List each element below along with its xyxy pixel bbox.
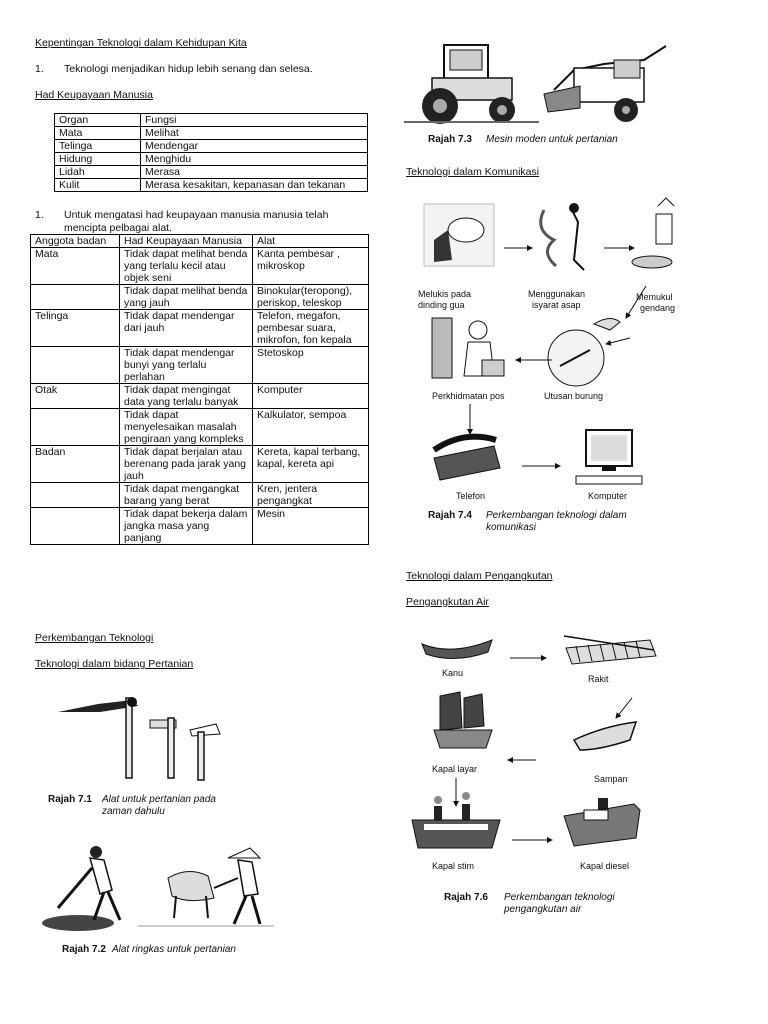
had-keupayaan-heading: Had Keupayaan Manusia — [35, 89, 153, 101]
table-cell — [31, 347, 120, 384]
table-row — [31, 483, 369, 508]
figure-7-4-caption-text-2 — [486, 522, 536, 533]
label-gendang-1: Memukul — [636, 292, 673, 302]
figure-7-1-caption — [48, 794, 92, 805]
table-cell: Menghidu — [141, 153, 368, 166]
table-cell: Hidung — [55, 153, 141, 166]
organ-table — [54, 113, 368, 192]
label-telefon: Telefon — [456, 491, 486, 500]
komunikasi-heading: Teknologi dalam Komunikasi — [406, 166, 540, 178]
figure-7-1-caption-line-2: zaman dahulu — [102, 806, 165, 817]
table-cell: Telefon, megafon, pembesar suara, mikrofon, fon kepala — [253, 310, 369, 347]
table-cell: Kalkulator, sempoa — [253, 409, 369, 446]
point-1-number: 1. — [35, 63, 44, 75]
figure-7-3-caption-line: Mesin moden untuk pertanian — [486, 134, 618, 145]
table-cell: Kulit — [55, 179, 141, 192]
table-cell — [31, 285, 120, 310]
figure-7-4 — [404, 190, 694, 540]
diesel-ship-image — [564, 798, 640, 846]
table-row — [55, 166, 368, 179]
table-cell: Tidak dapat bekerja dalam jangka masa yang panjang — [120, 508, 253, 545]
smoke-signal-image — [541, 203, 584, 270]
arrow-icon — [606, 338, 630, 344]
point-2-number: 1. — [35, 209, 44, 221]
table-cell: Komputer — [253, 384, 369, 409]
figure-7-6-number: Rajah 7.6 — [444, 892, 488, 903]
water-transport-diagram — [404, 626, 664, 884]
modern-farm-machines-illustration — [404, 30, 674, 125]
table-row — [31, 384, 369, 409]
figure-7-1-caption-text — [102, 794, 216, 805]
table-cell: Mendengar — [141, 140, 368, 153]
simple-farming-illustration — [38, 838, 278, 936]
table-cell: Kanta pembesar , mikroskop — [253, 248, 369, 285]
page-title: Kepentingan Teknologi dalam Kehidupan Kita — [35, 37, 247, 49]
figure-7-2-caption — [62, 944, 106, 955]
label-kapal-layar: Kapal layar — [432, 764, 478, 774]
pengangkutan-heading: Teknologi dalam Pengangkutan — [406, 570, 553, 582]
figure-7-4-caption-line-2: komunikasi — [486, 522, 537, 533]
table-cell: Badan — [31, 446, 120, 483]
figure-7-3-caption — [428, 134, 472, 145]
point-1-text: Teknologi menjadikan hidup lebih senang dan selesa. — [64, 63, 313, 75]
computer-image — [576, 430, 642, 484]
figure-7-4-number: Rajah 7.4 — [428, 510, 472, 521]
table-header-cell: Anggota badan — [31, 235, 120, 248]
post-service-image — [432, 318, 504, 378]
table-row — [31, 248, 369, 285]
table-cell: Mata — [31, 248, 120, 285]
label-kapal-stim: Kapal stim — [432, 861, 475, 871]
figure-7-2-caption-line: Alat ringkas untuk pertanian — [112, 944, 236, 955]
table-cell: Kren, jentera pengangkat — [253, 483, 369, 508]
table-row — [55, 127, 368, 140]
table-cell: Telinga — [31, 310, 120, 347]
table-row — [31, 285, 369, 310]
table-row — [55, 153, 368, 166]
table-cell: Tidak dapat menyelesaikan masalah pengiraan yang kompleks — [120, 409, 253, 446]
table-header-row — [55, 114, 368, 127]
figure-7-6-caption-line-1: Perkembangan teknologi — [504, 892, 615, 903]
table-row — [31, 508, 369, 545]
label-gendang-2: gendang — [640, 303, 676, 313]
figure-7-2 — [38, 838, 278, 963]
pertanian-heading: Teknologi dalam bidang Pertanian — [35, 658, 194, 670]
table-header-row — [31, 235, 369, 248]
point-2-line-2: mencipta pelbagai alat. — [64, 222, 172, 234]
pigeon-post-image — [548, 318, 620, 386]
table-cell: Tidak dapat mendengar bunyi yang terlalu perlahan — [120, 347, 253, 384]
point-2-line-1: Untuk mengatasi had keupayaan manusia manusia telah — [64, 209, 329, 221]
label-kapal-diesel: Kapal diesel — [580, 861, 630, 871]
label-asap-2: isyarat asap — [532, 300, 581, 310]
table-header-cell: Had Keupayaan Manusia — [120, 235, 253, 248]
table-cell: Binokular(teropong), periskop, teleskop — [253, 285, 369, 310]
label-sampan: Sampan — [594, 774, 628, 784]
table-cell: Otak — [31, 384, 120, 409]
label-pos: Perkhidmatan pos — [432, 391, 505, 401]
table-row — [31, 409, 369, 446]
figure-7-6-caption-line-2: pengangkutan air — [504, 904, 582, 915]
table-row — [31, 347, 369, 384]
figure-7-6-caption-text — [504, 892, 615, 903]
table-cell — [31, 483, 120, 508]
table-cell: Lidah — [55, 166, 141, 179]
figure-7-2-number: Rajah 7.2 — [62, 944, 106, 955]
sampan-image — [574, 722, 636, 750]
figure-7-1 — [40, 690, 250, 820]
figure-7-1-caption-line-1: Alat untuk pertanian pada — [102, 794, 216, 805]
figure-7-4-caption-text — [486, 510, 627, 521]
table-cell: Mesin — [253, 508, 369, 545]
table-row — [31, 446, 369, 483]
label-asap-1: Menggunakan — [528, 289, 586, 299]
old-farm-tools-illustration — [40, 690, 250, 785]
table-header-cell: Alat — [253, 235, 369, 248]
figure-7-1-number: Rajah 7.1 — [48, 794, 92, 805]
label-komputer: Komputer — [588, 491, 628, 500]
arrow-icon — [626, 286, 646, 318]
table-cell: Tidak dapat mengingat data yang terlalu banyak — [120, 384, 253, 409]
figure-7-4-caption — [428, 510, 472, 521]
table-cell: Merasa kesakitan, kepanasan dan tekanan — [141, 179, 368, 192]
table-cell: Melihat — [141, 127, 368, 140]
figure-7-3-caption-text — [486, 134, 618, 145]
table-row — [55, 140, 368, 153]
figure-7-1-caption-text-2 — [102, 806, 165, 817]
label-rakit: Rakit — [588, 674, 609, 684]
canoe-image — [422, 640, 492, 659]
raft-image — [564, 636, 656, 664]
table-header-cell: Fungsi — [141, 114, 368, 127]
figure-7-6 — [404, 626, 664, 926]
perkembangan-heading: Perkembangan Teknologi — [35, 632, 154, 644]
table-cell: Tidak dapat melihat benda yang jauh — [120, 285, 253, 310]
table-cell: Telinga — [55, 140, 141, 153]
junk-ship-image — [434, 692, 492, 748]
table-cell: Tidak dapat berjalan atau berenang pada jarak yang jauh — [120, 446, 253, 483]
table-row — [55, 179, 368, 192]
telephone-image — [434, 437, 500, 480]
arrow-icon — [616, 698, 632, 718]
table-row — [31, 310, 369, 347]
alat-table — [30, 234, 369, 545]
communication-development-diagram — [404, 190, 694, 500]
table-cell: Kereta, kapal terbang, kapal, kereta api — [253, 446, 369, 483]
table-cell — [31, 409, 120, 446]
pengangkutan-air-heading: Pengangkutan Air — [406, 596, 489, 608]
figure-7-6-caption — [444, 892, 488, 903]
table-cell: Mata — [55, 127, 141, 140]
label-melukis-2: dinding gua — [418, 300, 465, 310]
label-burung: Utusan burung — [544, 391, 604, 401]
table-cell: Tidak dapat mendengar dari jauh — [120, 310, 253, 347]
table-cell — [31, 508, 120, 545]
label-melukis-1: Melukis pada — [418, 289, 472, 299]
figure-7-3-number: Rajah 7.3 — [428, 134, 472, 145]
cave-painting-image — [424, 204, 494, 266]
figure-7-2-caption-text — [112, 944, 236, 955]
table-cell: Stetoskop — [253, 347, 369, 384]
drum-image — [632, 198, 674, 268]
figure-7-6-caption-text-2 — [504, 904, 581, 915]
table-cell: Tidak dapat melihat benda yang terlalu kecil atau objek seni — [120, 248, 253, 285]
label-kanu: Kanu — [442, 668, 464, 678]
figure-7-3 — [404, 30, 674, 155]
table-header-cell: Organ — [55, 114, 141, 127]
table-cell: Merasa — [141, 166, 368, 179]
table-cell: Tidak dapat mengangkat barang yang berat — [120, 483, 253, 508]
figure-7-4-caption-line-1: Perkembangan teknologi dalam — [486, 510, 627, 521]
